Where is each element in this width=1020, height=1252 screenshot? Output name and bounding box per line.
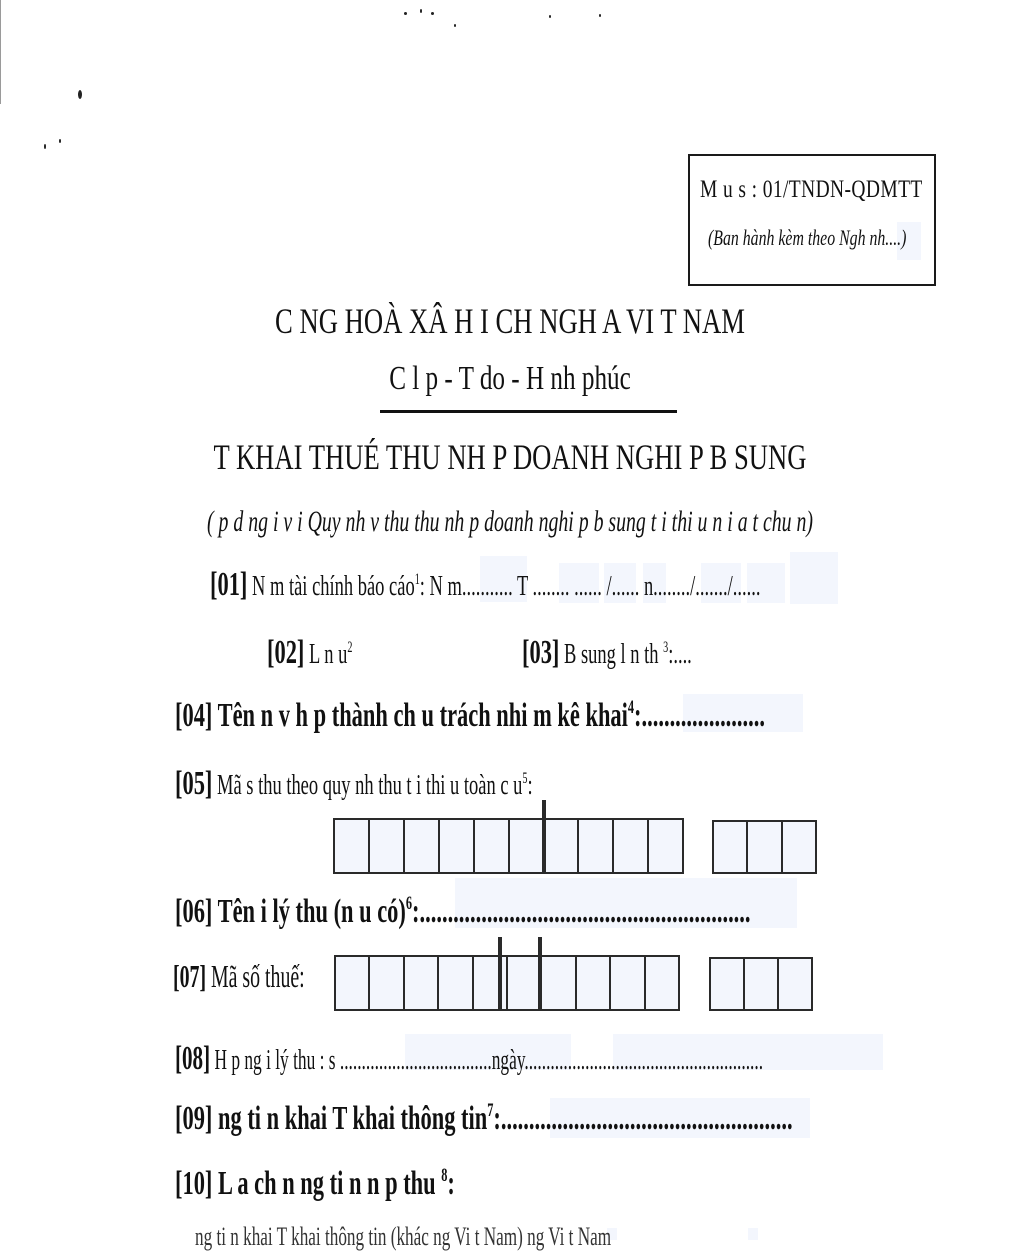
digit-cell[interactable] <box>646 957 678 1009</box>
digit-cell[interactable] <box>439 957 473 1009</box>
scan-speck <box>420 9 422 13</box>
field-05-text: Mã s thu theo quy nh thu t i thi u toàn c u <box>217 770 523 801</box>
footnote-3: 3 <box>663 639 669 657</box>
field-08[interactable] <box>175 1040 763 1078</box>
page-subtitle: ( p d ng i v i Quy nh v thu thu nh p doanh nghi p b sung t i thi u n i a t chu n) <box>206 505 814 538</box>
digit-cell[interactable] <box>336 957 370 1009</box>
scan-speck <box>59 139 61 143</box>
field-03-text: B sung l n th <box>564 639 664 670</box>
tax-code-input[interactable] <box>334 955 680 1011</box>
field-04-label: [04] <box>175 697 213 735</box>
field-06-label: [06] <box>175 893 213 931</box>
field-01-value[interactable]: : N m........... T ........ ...... /...... n......../......./...... <box>419 571 761 602</box>
field-10: [10] L a ch n ng ti n n p thu $^8$: <box>175 1165 455 1203</box>
digit-cell[interactable] <box>405 957 439 1009</box>
field-06[interactable] <box>175 893 751 931</box>
field-01-label: [01] <box>210 566 248 603</box>
field-05-label: [05] <box>175 765 213 802</box>
scan-speck <box>44 144 46 149</box>
footnote-7: 7 <box>487 1100 494 1121</box>
digit-cell[interactable] <box>779 959 811 1009</box>
separator-mark <box>498 937 502 1011</box>
digit-cell[interactable] <box>542 957 576 1009</box>
digit-cell[interactable] <box>405 820 440 872</box>
digit-cell[interactable] <box>475 820 510 872</box>
digit-cell[interactable] <box>748 822 782 872</box>
field-01[interactable] <box>210 566 760 604</box>
field-03-label: [03] <box>522 634 560 671</box>
digit-cell[interactable] <box>544 820 579 872</box>
digit-cell[interactable] <box>649 820 682 872</box>
digit-cell[interactable] <box>714 822 748 872</box>
gmt-tax-code-suffix-input[interactable] <box>712 820 817 874</box>
separator-mark <box>542 800 546 874</box>
tax-code-suffix-input[interactable] <box>709 957 813 1011</box>
digit-cell[interactable] <box>370 820 405 872</box>
form-code: M u s : 01/TNDN-QDMTT <box>700 176 923 203</box>
field-01-text: N m tài chính báo cáo <box>252 571 415 602</box>
field-08-label: [08] <box>175 1040 211 1077</box>
digit-cell[interactable] <box>474 957 508 1009</box>
field-10-text: L a ch n ng ti n n p thu <box>218 1165 442 1203</box>
field-03[interactable] <box>522 634 692 672</box>
digit-cell[interactable] <box>711 959 745 1009</box>
field-09[interactable] <box>175 1100 793 1138</box>
scan-edge <box>0 0 1 104</box>
field-06-text: Tên i lý thu (n u có) <box>217 893 406 931</box>
digit-cell[interactable] <box>440 820 475 872</box>
field-05: [05] Mã s thu theo quy nh thu t i thi u toàn c $u^5$: <box>175 765 533 802</box>
field-02[interactable] <box>267 634 352 672</box>
field-03-value[interactable]: :.... <box>668 639 692 670</box>
digit-cell[interactable] <box>611 957 645 1009</box>
motto: C l p - T do - H nh phúc <box>389 360 631 397</box>
contract-date-input[interactable]: ....................................................... <box>524 1045 764 1076</box>
gmt-tax-code-input[interactable] <box>333 818 684 874</box>
field-07-text: Mã số thuế: <box>211 958 305 994</box>
field-09-value[interactable]: :.................................................... <box>493 1100 793 1138</box>
page-title: T KHAI THUÉ THU NH P DOANH NGHI P B SUNG <box>213 437 807 477</box>
footnote-2: 2 <box>347 639 353 657</box>
digit-cell[interactable] <box>579 820 614 872</box>
scan-speck <box>599 14 601 17</box>
field-04-value[interactable]: :...................... <box>634 697 765 735</box>
field-04-text: Tên n v h p thành ch u trách nhi m kê khai <box>217 697 628 735</box>
field-09-text: ng ti n khai T khai thông tin <box>218 1100 488 1138</box>
scan-speck <box>454 24 456 27</box>
field-02-label: [02] <box>267 634 305 671</box>
digit-cell[interactable] <box>510 820 545 872</box>
field-04[interactable] <box>175 697 765 735</box>
digit-cell[interactable] <box>783 822 815 872</box>
scan-speck <box>431 12 434 15</box>
field-10-label: [10] <box>175 1165 213 1203</box>
footnote-8: 8 <box>441 1165 448 1186</box>
form-issued-note: (Ban hành kèm theo Ngh nh....) <box>708 225 907 250</box>
separator-mark <box>538 937 542 1011</box>
scan-speck <box>549 15 551 18</box>
digit-cell[interactable] <box>335 820 370 872</box>
digit-cell[interactable] <box>745 959 779 1009</box>
field-09-label: [09] <box>175 1100 213 1138</box>
footnote-5: 5 <box>522 770 528 788</box>
digit-cell[interactable] <box>577 957 611 1009</box>
field-07-label: [07] <box>173 958 207 994</box>
motto-underline <box>380 410 677 413</box>
footnote-1: 1 <box>414 571 420 589</box>
footnote-4: 4 <box>627 697 635 718</box>
nation-heading: C NG HOÀ XÂ H I CH NGH A VI T NAM <box>275 301 745 341</box>
field-07-label-row <box>173 958 305 995</box>
field-08-date-label: ngày <box>491 1045 525 1076</box>
field-08-text: H p ng i lý thu : s <box>214 1045 340 1076</box>
digit-cell[interactable] <box>614 820 649 872</box>
contract-number-input[interactable]: ................................... <box>339 1045 492 1076</box>
footnote-6: 6 <box>405 893 413 914</box>
field-10-option-partial[interactable]: ng ti n khai T khai thông tin (khác ng Vi t Nam) ng Vi t Nam <box>195 1222 612 1251</box>
scan-speck <box>78 90 82 99</box>
digit-cell[interactable] <box>370 957 404 1009</box>
scan-speck <box>404 12 407 15</box>
field-02-text: L n u <box>309 639 348 670</box>
form-code-box <box>688 154 936 286</box>
field-06-value[interactable]: :........................................................... <box>412 893 751 931</box>
